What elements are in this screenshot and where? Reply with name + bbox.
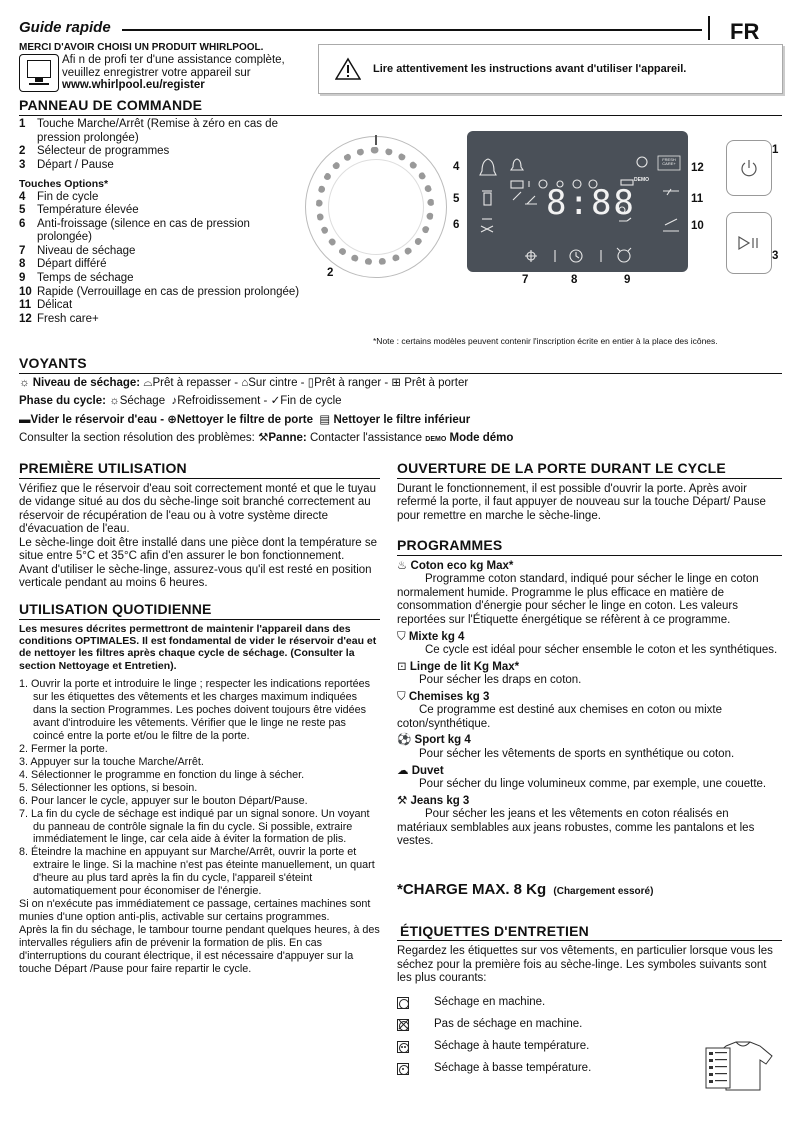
- step-item: 8. Éteindre la machine en appuyant sur Marche/Arrêt, ouvrir la porte et extraire le linge. Si la machine n'est pas éteinte manuellement, un quart d'heure au plus tard après la fin du cycle, l'appareil s'éteint automatiquement pour économiser de l'énergie.: [19, 846, 375, 898]
- fresh-care-label: FRESH CARE+: [662, 157, 676, 167]
- quotidienne-intro: Les mesures décrites permettront de maintenir l'appareil dans des conditions OPTIMALES. Il est fondamental de vider le réservoir d'eau et de nettoyer les filtres après chaque cycle de séchage. (Consulter la section Nettoyage et Entretien).: [19, 622, 377, 672]
- power-button[interactable]: [726, 140, 772, 196]
- niveau-item: Prêt à repasser -: [152, 377, 239, 389]
- step-item: 7. La fin du cycle de séchage est indiqué par un signal sonore. Un voyant du panneau de contrôle signale la fin du cycle. Si possible, extraire immédiatement le linge, car cela aide à éviter la formation de plis.: [19, 807, 370, 846]
- max-charge: *CHARGE MAX. 8 Kg: [397, 880, 547, 898]
- callout-6: 6: [453, 219, 460, 231]
- etiquettes-text: Regardez les étiquettes sur vos vêtements, en particulier lorsque vous les séchez pour la première fois au sèche-linge. Les symboles suivants sont les plus courants:: [397, 945, 773, 985]
- list-item: 10 Rapide (Verrouillage en cas de pression prolongée): [19, 285, 300, 298]
- step-item: 2. Fermer la porte.: [19, 742, 108, 755]
- sun-icon: ☼: [109, 395, 120, 407]
- voyants-maintenance-line: [19, 414, 470, 428]
- clean-bottom-filter-text: Nettoyer le filtre inférieur: [333, 414, 471, 426]
- program-item: ☁ Duvet Pour sécher du linge volumineux comme, par exemple, une couette.: [397, 764, 767, 791]
- shirt-icon: ⛉: [397, 690, 406, 703]
- program-item: ⛉ Mixte kg 4 Ce cycle est idéal pour sécher ensemble le coton et les synthétiques.: [397, 630, 778, 657]
- panne-label: Panne:: [268, 432, 307, 444]
- contact-text: Contacter l'assistance: [309, 432, 423, 444]
- max-charge-note: (Chargement essoré): [553, 885, 654, 897]
- warning-triangle-icon: [335, 57, 361, 81]
- panel-section-title: PANNEAU DE COMMANDE: [19, 97, 782, 116]
- callout-7: 7: [522, 274, 529, 286]
- register-block: [62, 54, 285, 92]
- low-temp-dry-icon: [397, 1063, 409, 1075]
- list-item: 3 Départ / Pause: [19, 158, 114, 171]
- door-filter-icon: ⊕: [167, 414, 177, 426]
- demo-indicator: DEMO: [634, 177, 649, 183]
- callout-1: 1: [772, 144, 779, 156]
- cotton-eco-icon: ♨: [397, 559, 408, 572]
- callout-11: 11: [691, 193, 704, 205]
- step-item: 5. Sélectionner les options, si besoin.: [19, 781, 198, 794]
- panel-list: [19, 118, 304, 326]
- demo-icon: DEMO: [425, 436, 447, 443]
- cooling-icon: ♪: [171, 395, 178, 407]
- bottom-filter-icon: ▤: [319, 414, 331, 426]
- bedding-icon: ⊡: [397, 660, 407, 673]
- step-item: 6. Pour lancer le cycle, appuyer sur le bouton Départ/Pause.: [19, 794, 308, 807]
- quotidienne-steps: [19, 678, 380, 976]
- icon-note: *Note : certains modèles peuvent contenir l'inscription écrite en entier à la place des icônes.: [373, 336, 718, 346]
- warning-box: [318, 44, 783, 94]
- ouverture-text: Durant le fonctionnement, il est possible d'ouvrir la porte. Après avoir refermé la porte, il faut appuyer de nouveau sur la touche Départ/ Pause pour remettre en marche le sèche-linge.: [397, 482, 766, 522]
- register-line-2: veuillez enregistrer votre appareil sur: [62, 66, 251, 79]
- callout-4: 4: [453, 161, 460, 173]
- list-item: 8 Départ différé: [19, 258, 107, 271]
- header-divider: [708, 16, 710, 40]
- water-tank-icon: ▬: [19, 414, 31, 426]
- callout-9: 9: [624, 274, 631, 286]
- voyants-title: VOYANTS: [19, 355, 782, 374]
- quotidienne-title: UTILISATION QUOTIDIENNE: [19, 601, 380, 620]
- no-tumble-dry-icon: [397, 1019, 409, 1031]
- list-item: 11 Délicat: [19, 299, 73, 312]
- mixed-icon: ⛉: [397, 630, 406, 643]
- callout-8: 8: [571, 274, 578, 286]
- iron-icon: ⌓: [143, 377, 153, 389]
- premiere-title: PREMIÈRE UTILISATION: [19, 460, 380, 479]
- demo-mode-text: Mode démo: [449, 432, 514, 444]
- list-item: 5 Température élevée: [19, 204, 139, 217]
- guide-title: Guide rapide: [19, 19, 111, 36]
- shirt-icon: ⊞: [391, 377, 402, 389]
- options-title: Touches Options*: [19, 178, 109, 191]
- sport-icon: ⚽: [397, 734, 412, 747]
- niveau-item: Prêt à porter: [401, 377, 469, 389]
- phase-label: Phase du cycle:: [19, 395, 106, 407]
- header-rule: [122, 29, 702, 31]
- computer-icon: [19, 54, 59, 92]
- start-pause-button[interactable]: [726, 212, 772, 274]
- ouverture-title: OUVERTURE DE LA PORTE DURANT LE CYCLE: [397, 460, 782, 479]
- list-item: 1 Touche Marche/Arrêt (Remise à zéro en cas de pression prolongée): [19, 118, 278, 144]
- list-item: Pas de séchage en machine.: [397, 1014, 782, 1036]
- etiquettes-title: ÉTIQUETTES D'ENTRETIEN: [397, 923, 782, 942]
- outro-text-2: Après la fin du séchage, le tambour tourne pendant quelques heures, à des intervalles réguliers afin de prévenir la formation de plis. En cas d'interruptions du courant électrique, il est nécessaire d'appuyer sur la touche Départ /Pause pour faire repartir le cycle.: [19, 924, 380, 975]
- outro-text-1: Si on n'exécute pas immédiatement ce passage, certaines machines sont munies d'une option anti-plis, activable sur certains programmes.: [19, 898, 371, 924]
- voyants-phase-line: [19, 395, 342, 409]
- program-item: ⊡ Linge de lit Kg Max* Pour sécher les draps en coton.: [397, 660, 582, 687]
- high-temp-dry-icon: [397, 1041, 409, 1053]
- register-link[interactable]: www.whirlpool.eu/register: [62, 79, 205, 92]
- thanks-text: MERCI D'AVOIR CHOISI UN PRODUIT WHIRLPOOL.: [19, 42, 264, 53]
- check-icon: ✓: [270, 395, 281, 407]
- sun-icon: ☼: [19, 377, 30, 389]
- callout-12: 12: [691, 162, 704, 174]
- list-item: 7 Niveau de séchage: [19, 244, 136, 257]
- step-item: 1. Ouvrir la porte et introduire le linge ; respecter les indications reportées sur les étiquettes des vêtements et les charges maximum indiquées dans la section Programmes. Les poches doivent toujours être vidées avant d'introduire les vêtements. Vérifier que le linge ne reste pas coincé entre la porte et/ou le filtre de la porte.: [19, 678, 371, 742]
- program-item: ♨ Coton eco kg Max* Programme coton standard, indiqué pour sécher le linge en coton normalement humide. Programme le plus efficace en matière de consommation d'énergie pour sécher le linge en coton. Les valeurs reportées sur l'Étiquette énergétique se réfèrent à ce programme.: [397, 559, 759, 626]
- premiere-text-3: Avant d'utiliser le sèche-linge, assurez-vous qu'il est resté en position verticale pendant au moins 6 heures.: [19, 563, 372, 590]
- display-digits: 8:88: [546, 183, 636, 223]
- hanger-icon: ⌂: [241, 377, 249, 389]
- program-item: ⛉ Chemises kg 3 Ce programme est destiné aux chemises en coton ou mixte coton/synthétique.: [397, 690, 722, 730]
- max-charge-line: [397, 881, 782, 899]
- right-column: [397, 460, 782, 1080]
- language-code: FR: [730, 19, 760, 44]
- phase-item: Fin de cycle: [280, 395, 342, 407]
- empty-tank-text: Vider le réservoir d'eau -: [30, 414, 165, 426]
- list-item: 9 Temps de séchage: [19, 272, 134, 284]
- callout-2: 2: [327, 267, 334, 279]
- list-item: Séchage à basse température.: [397, 1058, 782, 1080]
- wrench-icon: ⚒: [258, 432, 269, 444]
- list-item: Séchage à haute température.: [397, 1036, 782, 1058]
- niveau-label: Niveau de séchage:: [32, 377, 141, 389]
- jeans-icon: ⚒: [397, 794, 408, 807]
- premiere-text-1: Vérifiez que le réservoir d'eau soit correctement monté et que le tuyau de vidange situé au dos du sèche-linge soit branché correctement au réservoir de récupération de l'eau ou à votre système directe d'évacuation de l'eau.: [19, 482, 376, 536]
- voyants-help-line: [19, 432, 513, 446]
- cupboard-icon: ▯: [307, 377, 315, 389]
- step-item: 3. Appuyer sur la touche Marche/Arrêt.: [19, 755, 204, 768]
- warning-text: Lire attentivement les instructions avant d'utiliser l'appareil.: [373, 62, 687, 75]
- play-pause-icon: [737, 235, 761, 251]
- callout-3: 3: [772, 250, 779, 262]
- callout-5: 5: [453, 193, 460, 205]
- program-item: ⚽ Sport kg 4 Pour sécher les vêtements de sports en synthétique ou coton.: [397, 734, 735, 761]
- phase-item: Refroidissement -: [177, 395, 268, 407]
- programmes-title: PROGRAMMES: [397, 537, 782, 556]
- power-icon: [739, 158, 759, 178]
- shirt-label-illustration: [696, 1040, 776, 1098]
- list-item: 6 Anti-froissage (silence en cas de pression prolongée): [19, 217, 250, 244]
- callout-10: 10: [691, 220, 704, 232]
- step-item: 4. Sélectionner le programme en fonction du linge à sécher.: [19, 768, 305, 781]
- left-column: [19, 460, 380, 976]
- list-item: 12 Fresh care+: [19, 312, 99, 325]
- program-item: ⚒ Jeans kg 3 Pour sécher les jeans et les vêtements en coton réalisés en matériaux semblables aux jeans robustes, comme les pantalons et les vestes.: [397, 794, 755, 848]
- clean-door-filter-text: Nettoyer le filtre de porte: [176, 414, 314, 426]
- program-selector-dial[interactable]: [305, 136, 447, 278]
- list-item: 4 Fin de cycle: [19, 190, 99, 203]
- register-line-1: Afi n de profi ter d'une assistance complète,: [62, 54, 285, 66]
- list-item: Séchage en machine.: [397, 992, 782, 1014]
- niveau-item: Prêt à ranger -: [314, 377, 389, 389]
- tumble-dry-icon: [397, 997, 409, 1009]
- list-item: 2 Sélecteur de programmes: [19, 145, 170, 158]
- phase-item: Séchage: [119, 395, 166, 407]
- premiere-text-2: Le sèche-linge doit être installé dans une pièce dont la température se situe entre 5°C et 35°C afin d'en assurer le bon fonctionnement.: [19, 536, 378, 563]
- duvet-icon: ☁: [397, 764, 409, 777]
- niveau-item: Sur cintre -: [248, 377, 305, 389]
- consult-text: Consulter la section résolution des problèmes:: [19, 432, 255, 444]
- display-panel: [467, 131, 688, 272]
- voyants-niveau-line: [19, 377, 468, 391]
